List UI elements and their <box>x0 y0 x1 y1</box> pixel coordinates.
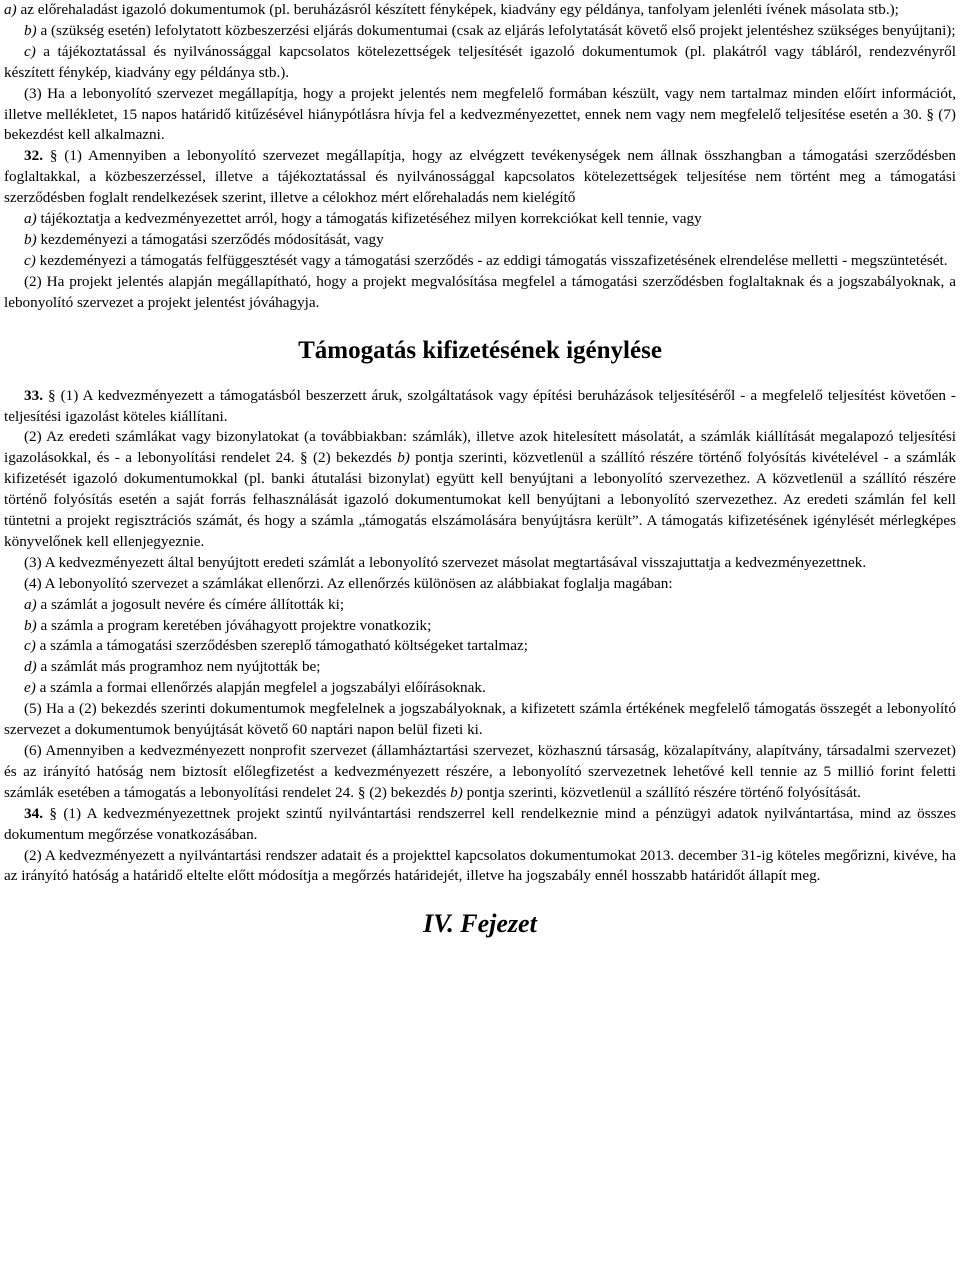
paragraph-text: a számlát a jogosult nevére és címére állították ki; <box>36 595 345 613</box>
paragraph-text: kezdeményezi a támogatási szerződés módosítását, vagy <box>36 230 384 248</box>
paragraph <box>4 21 956 42</box>
paragraph <box>4 84 956 147</box>
paragraph <box>4 272 956 314</box>
section-number: 34. <box>24 804 43 822</box>
paragraph-text: az előrehaladást igazoló dokumentumok (pl. beruházásról készített fényképek, kiadvány egy példánya, tanfolyam jelenléti ívének másolata stb.); <box>16 1 899 18</box>
paragraph <box>4 846 956 888</box>
list-marker: a) <box>24 210 37 228</box>
paragraph-text: pontja szerinti, közvetlenül a szállító részére történő folyósítását. <box>462 783 861 801</box>
list-marker: b) <box>24 230 37 248</box>
paragraph <box>4 804 956 846</box>
list-marker: c) <box>24 637 36 655</box>
list-marker: b) <box>24 21 37 39</box>
paragraph <box>4 636 956 657</box>
paragraph-text: (6) Amennyiben a kedvezményezett nonprofit szervezet (államháztartási szervezet, közhasznú társaság, közalapítvány, alapítvány, társadalmi szervezet) és az irányító hatóság nem biztosít előlegfizetést a kedvezményezett részére, a lebonyolító szervezetnek lehetővé kell tennie az 5 millió forint feletti számlák esetében a támogatás a lebonyolítási rendelet 24. § (2) bekezdés <box>4 742 956 801</box>
list-marker: a) <box>4 1 17 18</box>
list-marker: c) <box>24 251 36 269</box>
paragraph <box>4 595 956 616</box>
paragraph <box>4 657 956 678</box>
paragraph <box>4 741 956 804</box>
section-number: 32. <box>24 147 43 165</box>
paragraph-text: (2) Az eredeti számlákat vagy bizonylatokat (a továbbiakban: számlák), illetve azok hitelesített másolatát, a számlák kiállítását megalapozó teljesítési igazolásokkal, és - a lebonyolítási rendelet 24. § (2) bekezdés <box>4 428 956 467</box>
paragraph <box>4 678 956 699</box>
paragraph <box>4 699 956 741</box>
paragraph-text: § (1) Amennyiben a lebonyolító szervezet megállapítja, hogy az elvégzett tevékenységek nem állnak összhangban a támogatási szerződésben foglaltakkal, a közbeszerzéssel, illetve a tájékoztatással és nyilvánossággal kapcsolatos kötelezettségek teljesítése nem történt meg a támogatási szerződésben foglalt rendelkezések szerint, illetve a célokhoz mért előrehaladás nem kielégítő <box>4 147 956 207</box>
list-marker: c) <box>24 42 36 60</box>
list-marker: b) <box>397 449 410 467</box>
paragraph-text: § (1) A kedvezményezettnek projekt szintű nyilvántartási rendszerrel kell rendelkeznie mind a pénzügyi adatok nyilvántartása, mind az összes dokumentum megőrzése vonatkozásában. <box>4 804 956 843</box>
paragraph-text: (2) Ha projekt jelentés alapján megállapítható, hogy a projekt megvalósítása megfelel a támogatási szerződésben foglaltaknak és a jogszabályoknak, a lebonyolító szervezet a projekt jelentést jóváhagyja. <box>4 272 956 311</box>
paragraph <box>4 616 956 637</box>
paragraph-text: a számla a formai ellenőrzés alapján megfelel a jogszabályi előírásoknak. <box>35 679 486 697</box>
list-marker: b) <box>450 783 463 801</box>
paragraph <box>4 0 956 21</box>
paragraph-text: a számla a program keretében jóváhagyott projektre vonatkozik; <box>36 616 432 634</box>
paragraph-text: kezdeményezi a támogatás felfüggesztését vagy a támogatási szerződés - az eddigi támogatás visszafizetésének elrendelése melletti - megszüntetését. <box>35 251 948 269</box>
paragraph-text: tájékoztatja a kedvezményezettet arról, hogy a támogatás kifizetéséhez milyen korrekciókat kell tennie, vagy <box>36 210 702 228</box>
paragraph <box>4 386 956 428</box>
paragraph-text: a számlát más programhoz nem nyújtották be; <box>36 658 321 676</box>
section-number: 33. <box>24 386 43 404</box>
paragraph <box>4 553 956 574</box>
paragraph <box>4 42 956 84</box>
paragraph-text: a (szükség esetén) lefolytatott közbeszerzési eljárás dokumentumai (csak az eljárás lefolytatását követő első projekt jelentéshez szükséges benyújtani); <box>36 21 956 39</box>
paragraph <box>4 146 956 209</box>
list-marker: e) <box>24 679 36 697</box>
list-marker: a) <box>24 595 37 613</box>
list-marker: b) <box>24 616 37 634</box>
paragraph-text: (5) Ha a (2) bekezdés szerinti dokumentumok megfelelnek a jogszabályoknak, a kifizetett számla értékének megfelelő támogatás összegét a lebonyolító szervezet a dokumentumok benyújtását követő 60 naptári napon belül fizeti ki. <box>4 700 956 739</box>
paragraph <box>4 427 956 552</box>
paragraph-text: (3) A kedvezményezett által benyújtott eredeti számlát a lebonyolító szervezet másolat megtartásával visszajuttatja a kedvezményezettnek. <box>24 553 867 571</box>
paragraph-text: (4) A lebonyolító szervezet a számlákat ellenőrzi. Az ellenőrzés különösen az alábbiakat foglalja magában: <box>24 574 673 592</box>
paragraph <box>4 574 956 595</box>
paragraph-text: (2) A kedvezményezett a nyilvántartási rendszer adatait és a projekttel kapcsolatos dokumentumokat 2013. december 31-ig köteles megőrizni, kivéve, ha az irányító hatóság a határidő eltelte előtt módosítja a megőrzés határidejét, illetve ha jogszabály ennél hosszabb határidőt állapít meg. <box>4 846 956 885</box>
paragraph-text: § (1) A kedvezményezett a támogatásból beszerzett áruk, szolgáltatások vagy építési beruházások teljesítéséről - a megfelelő teljesítést követően - teljesítési igazolást köteles kiállítani. <box>4 386 956 425</box>
paragraph <box>4 230 956 251</box>
paragraph-text: pontja szerinti, közvetlenül a szállító részére történő folyósítás kivételével - a számlák kifizetését igazoló dokumentumokkal (pl. banki átutalási bizonylat) együtt kell benyújtani a lebonyolító szervezethez. A közvetlenül a szállító részére történő folyósítás esetén a saját forrás felhasználását igazoló dokumentumokat kell benyújtani a lebonyolító szervezethez. Az eredeti számlán fel kell tüntetni a projekt regisztrációs számát, és hogy a számla „támogatás elszámolására benyújtásra került”. A támogatás kifizetésének igénylését mérlegképes könyvelőnek kell ellenjegyeznie. <box>4 449 956 550</box>
paragraph-text: a számla a támogatási szerződésben szereplő támogatható költségeket tartalmaz; <box>35 637 528 655</box>
list-marker: d) <box>24 658 37 676</box>
chapter-title: IV. Fejezet <box>423 909 537 939</box>
paragraph <box>4 251 956 272</box>
paragraph-text: (3) Ha a lebonyolító szervezet megállapítja, hogy a projekt jelentés nem megfelelő formában készült, vagy nem tartalmaz minden előírt információt, illetve mellékletet, 15 napos határidő kitűzésével hiánypótlásra hívja fel a kedvezményezettet, ennek nem vagy nem megfelelő teljesítése esetén a 30. § (7) bekezdést kell alkalmazni. <box>4 84 956 144</box>
paragraph-text: a tájékoztatással és nyilvánossággal kapcsolatos kötelezettségek teljesítését igazoló dokumentumok (pl. plakátról vagy tábláról, rendezvényről készített fénykép, kiadvány egy példánya stb.). <box>4 42 956 81</box>
section-heading: Támogatás kifizetésének igénylése <box>298 336 662 364</box>
paragraph <box>4 209 956 230</box>
